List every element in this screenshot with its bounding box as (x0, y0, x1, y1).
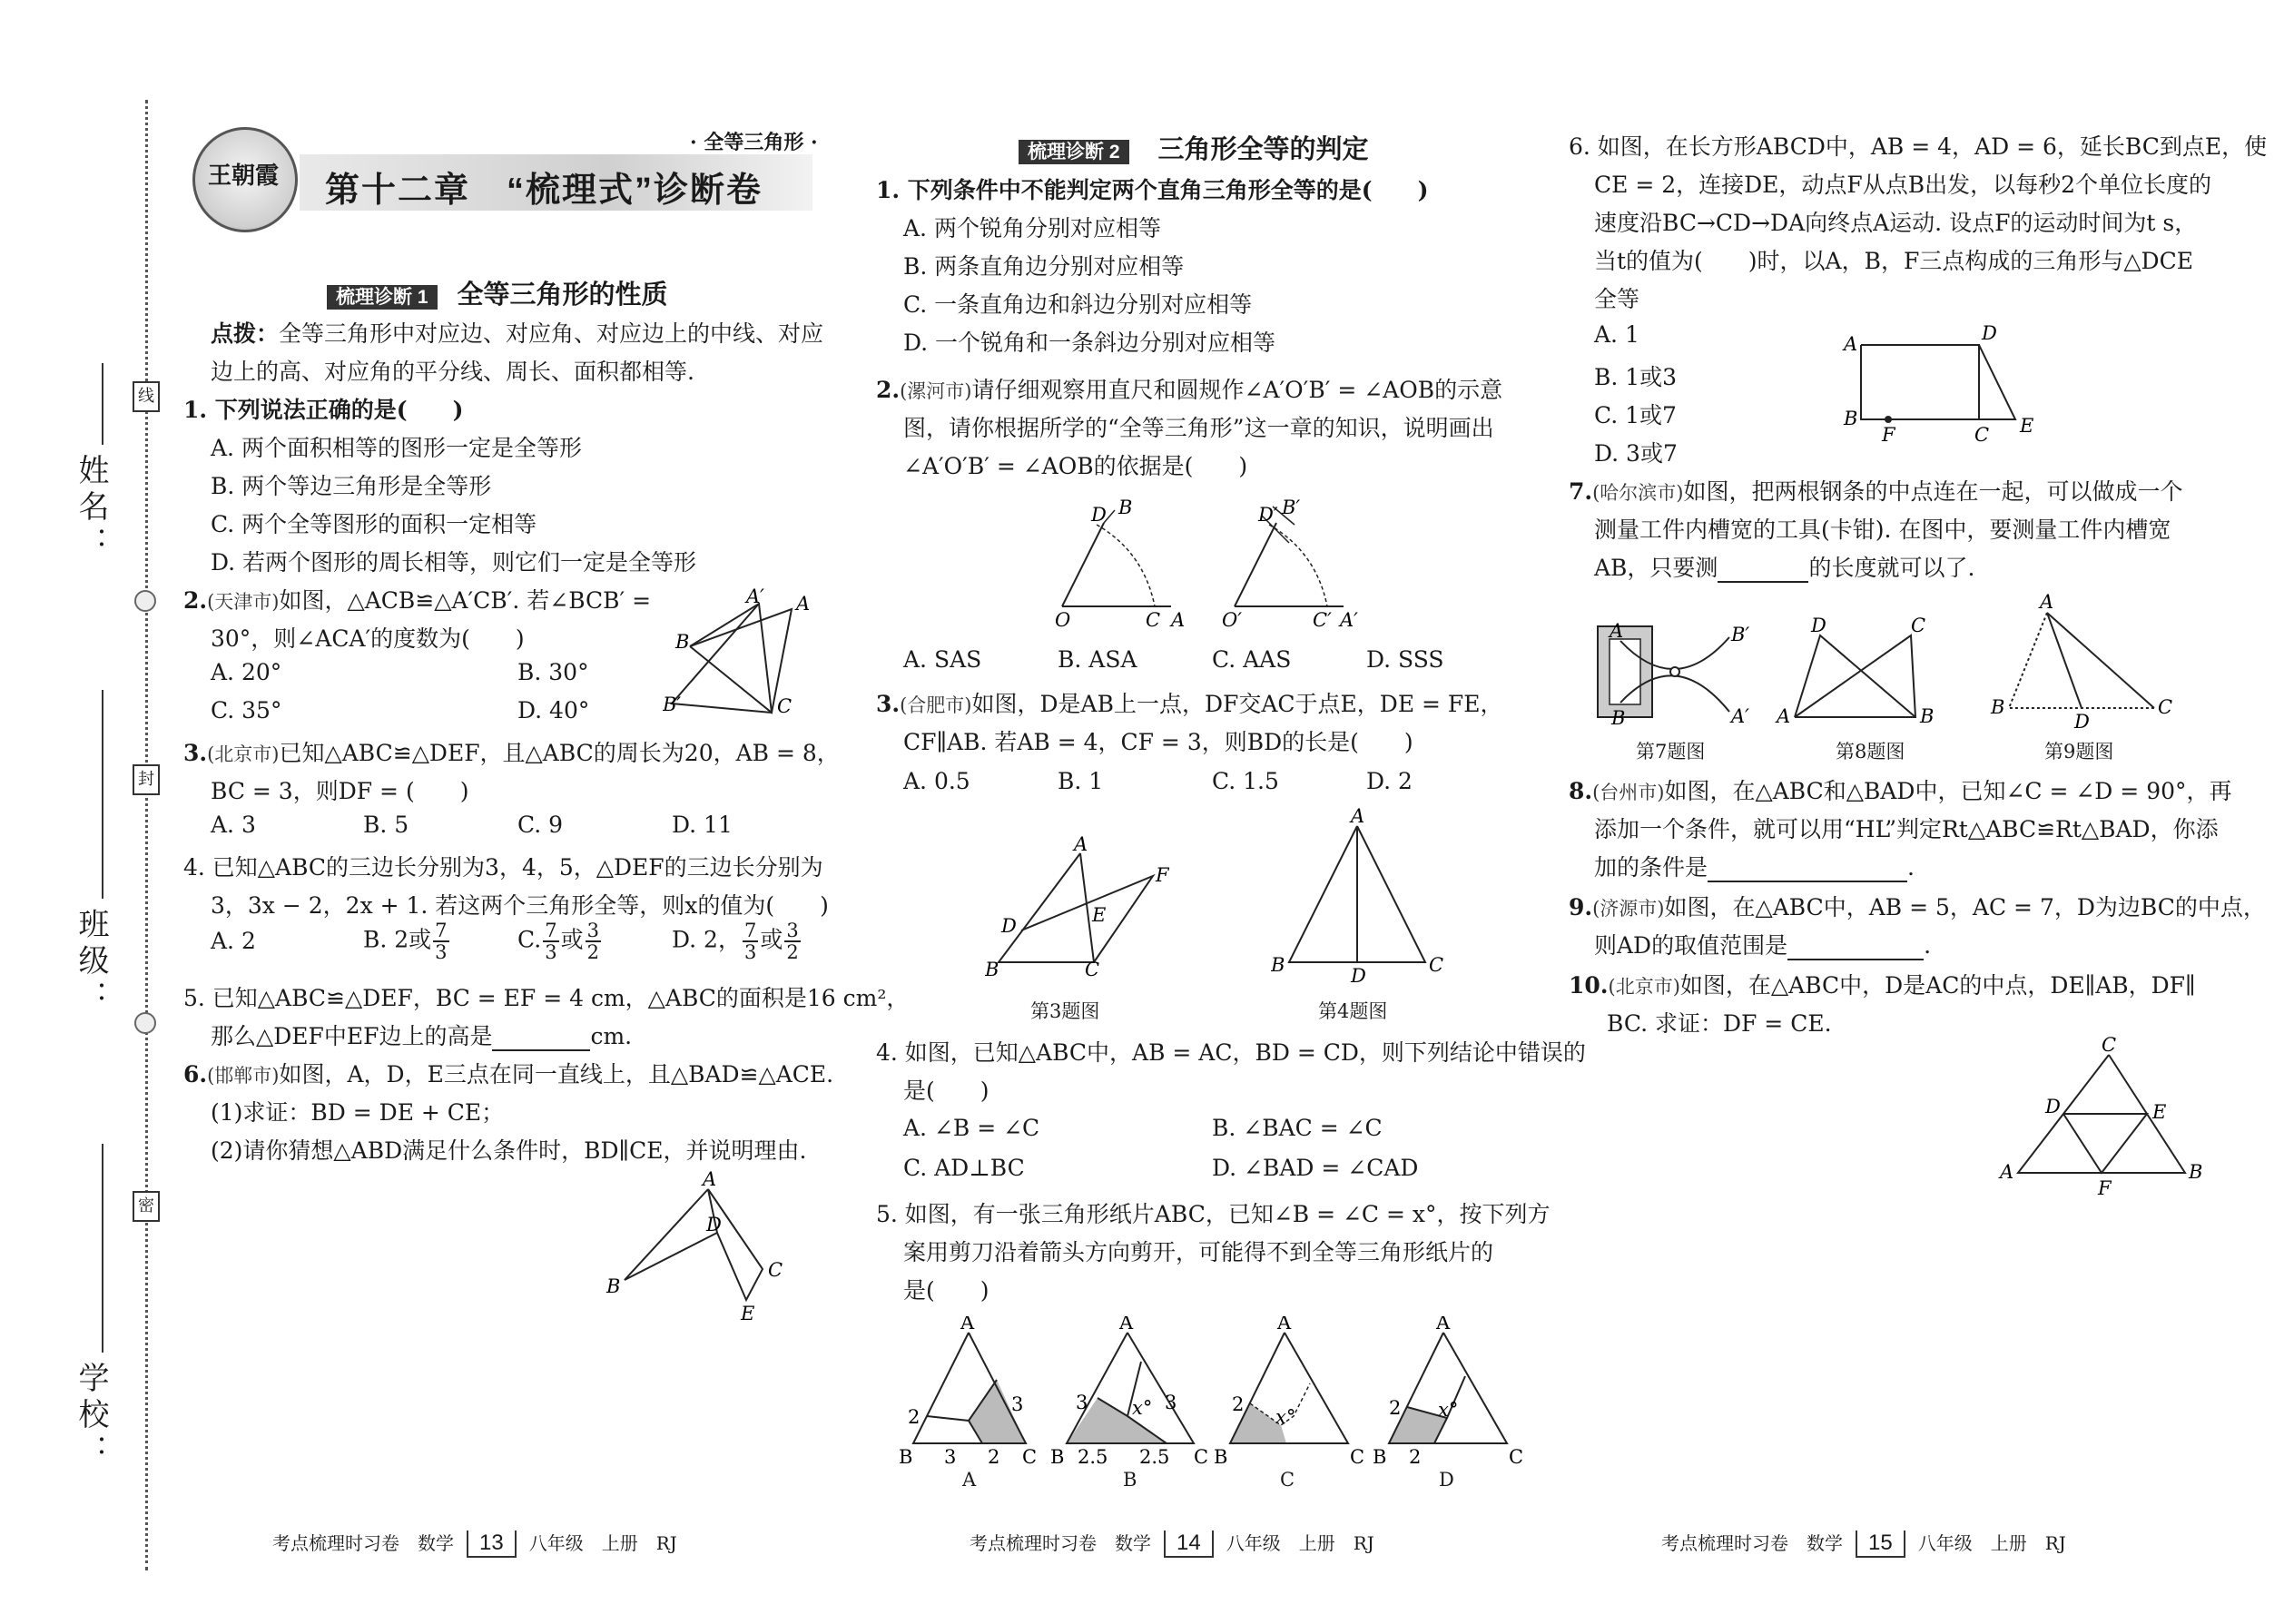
option-d[interactable]: D. 40° (517, 697, 590, 723)
svg-text:2: 2 (1389, 1397, 1402, 1419)
section-title: 三角形全等的判定 (1157, 135, 1369, 164)
page-number: 14 (1164, 1530, 1214, 1558)
svg-text:B: B (1271, 954, 1285, 976)
option-b[interactable]: B. 两条直角边分别对应相等 (903, 253, 1185, 280)
chapter-title: 第十二章 “梳理式”诊断卷 (325, 172, 763, 210)
svg-text:F: F (2098, 1177, 2112, 1199)
option-d[interactable]: D. 若两个图形的周长相等，则它们一定是全等形 (211, 549, 697, 576)
school-field[interactable] (102, 1144, 103, 1353)
svg-text:D: D (1091, 504, 1107, 526)
section-tag: 梳理诊断 1 (327, 285, 438, 310)
option-d[interactable]: D. 3或7 (1594, 440, 1678, 467)
option-a[interactable]: A. 两个面积相等的图形一定是全等形 (211, 435, 582, 461)
fig5-label-d[interactable]: D (1439, 1469, 1454, 1491)
option-a[interactable]: A. 3 (211, 812, 256, 838)
question-stem: 是( ) (903, 1078, 989, 1104)
svg-text:O′: O′ (1222, 609, 1242, 631)
question-stem: 速度沿BC→CD→DA向终点A运动. 设点F的运动时间为t s， (1594, 210, 2198, 236)
svg-text:2.5: 2.5 (1078, 1446, 1108, 1468)
option-a[interactable]: A. 0.5 (903, 768, 970, 794)
svg-text:B: B (899, 1446, 913, 1468)
question-stem: 图，请你根据所学的“全等三角形”这一章的知识，说明画出 (903, 415, 1494, 441)
fig5-label-c[interactable]: C (1280, 1469, 1295, 1491)
svg-text:x°: x° (1438, 1399, 1459, 1421)
answer-blank[interactable] (492, 1023, 590, 1051)
seal-char-xian: 线 (133, 381, 160, 412)
page-footer: 考点梳理时习卷 数学 13 八年级 上册 RJ (272, 1529, 677, 1558)
option-a[interactable]: A. 2 (211, 928, 256, 954)
svg-text:D: D (1351, 965, 1366, 985)
question-stem: 3.(合肥市)如图，D是AB上一点，DF交AC于点E，DE = FE， (876, 691, 1503, 717)
svg-text:A: A (1351, 808, 1365, 827)
answer-blank[interactable] (1718, 555, 1808, 583)
svg-text:C: C (1509, 1446, 1524, 1468)
option-b[interactable]: B. 2或 $\frac{7}{3}$ (363, 920, 448, 963)
svg-text:2: 2 (908, 1406, 921, 1428)
q10-figure (1993, 1035, 2210, 1203)
question-stem: 全等 (1594, 286, 1640, 312)
question-part: (2)请你猜想△ABD满足什么条件时，BD∥CE，并说明理由. (211, 1137, 807, 1164)
svg-text:2: 2 (988, 1446, 1000, 1468)
svg-text:F: F (1882, 424, 1895, 446)
svg-text:x°: x° (1275, 1406, 1296, 1428)
svg-text:E: E (2020, 415, 2034, 437)
question-stem: CF∥AB. 若AB = 4，CF = 3，则BD的长是( ) (903, 729, 1413, 755)
svg-text:O: O (1055, 609, 1071, 631)
question-stem: 5. 如图，有一张三角形纸片ABC，已知∠B = ∠C = x°，按下列方 (876, 1201, 1551, 1227)
question-stem: 案用剪刀沿着箭头方向剪开，可能得不到全等三角形纸片的 (903, 1239, 1494, 1265)
svg-text:3: 3 (944, 1446, 957, 1468)
question-stem: 3，3x − 2，2x + 1. 若这两个三角形全等，则x的值为( ) (211, 892, 829, 919)
svg-text:C: C (2102, 1035, 2117, 1056)
option-c[interactable]: C. AD⊥BC (903, 1155, 1025, 1181)
question-stem: ∠A′O′B′ = ∠AOB的依据是( ) (903, 453, 1248, 479)
option-d[interactable]: D. 2 (1366, 768, 1413, 794)
svg-text:A′: A′ (1340, 609, 1358, 631)
svg-text:A′: A′ (1731, 705, 1749, 727)
page-number: 15 (1856, 1530, 1905, 1558)
figure-caption: 第8题图 (1836, 741, 1905, 763)
svg-text:E: E (1092, 904, 1107, 926)
q4-figure (1271, 808, 1452, 985)
class-field[interactable] (102, 690, 103, 899)
fig5-label-b[interactable]: B (1123, 1469, 1137, 1491)
svg-text:3: 3 (1011, 1393, 1024, 1415)
question-stem: 测量工件内槽宽的工具(卡钳). 在图中，要测量工件内槽宽 (1594, 517, 2171, 543)
binding-dotted-line (145, 100, 148, 1570)
seal-char-feng: 封 (133, 764, 160, 795)
svg-text:A: A (1436, 1316, 1451, 1334)
svg-text:B: B (1611, 707, 1626, 729)
svg-text:C: C (1194, 1446, 1209, 1468)
question-stem: 1. 下列说法正确的是( ) (183, 397, 464, 423)
option-d[interactable]: D. 11 (672, 812, 733, 838)
svg-text:D′: D′ (1258, 504, 1278, 526)
svg-text:A: A (2000, 1161, 2014, 1183)
question-stem: BC. 求证：DF = CE. (1607, 1010, 1832, 1037)
svg-text:D: D (706, 1214, 722, 1235)
svg-text:B: B (675, 631, 690, 653)
section2-heading (1019, 129, 1368, 166)
question-stem: 6.(邯郸市)如图，A，D，E三点在同一直线上，且△BAD≌△ACE. (183, 1061, 834, 1088)
topic-label: · 全等三角形 · (690, 131, 818, 154)
q3-figure (985, 831, 1185, 985)
option-c[interactable]: C. 两个全等图形的面积一定相等 (211, 511, 537, 537)
q2-figure (1044, 497, 1371, 634)
figure-caption: 第4题图 (1318, 1000, 1388, 1022)
svg-text:C: C (1146, 609, 1161, 631)
svg-text:C′: C′ (1313, 609, 1332, 631)
option-b[interactable]: B. 1 (1058, 768, 1104, 794)
question-stem: 4. 如图，已知△ABC中，AB = AC，BD = CD，则下列结论中错误的 (876, 1039, 1586, 1066)
svg-text:C: C (1085, 959, 1100, 980)
option-a[interactable]: A. 20° (211, 659, 282, 685)
svg-text:E: E (2152, 1101, 2167, 1123)
page-footer: 考点梳理时习卷 数学 14 八年级 上册 RJ (970, 1529, 1374, 1558)
svg-text:B: B (985, 959, 999, 980)
option-c[interactable]: C. 35° (211, 697, 282, 723)
option-b[interactable]: B. 1或3 (1594, 364, 1678, 390)
answer-blank[interactable] (1787, 932, 1924, 960)
svg-text:A: A (796, 593, 811, 615)
svg-text:2.5: 2.5 (1139, 1446, 1170, 1468)
name-field[interactable] (102, 363, 103, 445)
option-b[interactable]: B. ∠BAC = ∠C (1212, 1115, 1383, 1141)
option-c[interactable]: C. AAS (1212, 646, 1292, 673)
question-stem: 8.(台州市)如图，在△ABC和△BAD中，已知∠C = ∠D = 90°，再 (1569, 778, 2232, 804)
svg-text:C: C (2158, 696, 2173, 718)
svg-text:D: D (1001, 915, 1017, 937)
svg-text:A: A (1844, 333, 1858, 355)
svg-text:A: A (2040, 591, 2054, 613)
option-c[interactable]: C. 9 (517, 812, 564, 838)
question-stem: 4. 已知△ABC的三边长分别为3，4，5，△DEF的三边长分别为 (183, 854, 823, 881)
option-b[interactable]: B. 5 (363, 812, 409, 838)
svg-text:D: D (1982, 322, 1997, 344)
option-c[interactable]: C. 1或7 (1594, 402, 1677, 428)
svg-text:B: B (606, 1275, 621, 1297)
svg-text:B′: B′ (1731, 624, 1750, 645)
fig5-label-a[interactable]: A (962, 1469, 977, 1491)
page-footer: 考点梳理时习卷 数学 15 八年级 上册 RJ (1661, 1529, 2066, 1558)
answer-blank[interactable] (1708, 854, 1907, 882)
svg-text:A: A (1119, 1316, 1134, 1334)
question-stem: 1. 下列条件中不能判定两个直角三角形全等的是( ) (876, 177, 1429, 203)
question-stem: 9.(济源市)如图，在△ABC中，AB = 5，AC = 7，D为边BC的中点， (1569, 894, 2266, 920)
name-label: 姓名： (73, 454, 109, 563)
option-a[interactable]: A. SAS (903, 646, 982, 673)
svg-text:A: A (960, 1316, 975, 1334)
option-b[interactable]: B. 两个等边三角形是全等形 (211, 473, 492, 499)
tip-line: 点拨：全等三角形中对应边、对应角、对应边上的中线、对应 (211, 320, 824, 347)
svg-text:C: C (1022, 1446, 1038, 1468)
option-a[interactable]: A. ∠B = ∠C (903, 1115, 1040, 1141)
svg-text:B: B (1214, 1446, 1228, 1468)
figure-caption: 第9题图 (2044, 741, 2114, 763)
svg-text:x°: x° (1132, 1397, 1153, 1419)
question-part: (1)求证：BD = DE + CE； (211, 1099, 505, 1126)
svg-text:B: B (2189, 1161, 2203, 1183)
q8-figure (1775, 617, 1979, 735)
figure-caption: 第7题图 (1636, 741, 1706, 763)
question-stem: 那么△DEF中EF边上的高是 cm. (211, 1023, 633, 1049)
question-stem: 10.(北京市)如图，在△ABC中，D是AC的中点，DE∥AB，DF∥ (1569, 972, 2196, 999)
class-label: 班级： (73, 908, 109, 1017)
q6-figure (599, 1171, 826, 1325)
svg-text:2: 2 (1232, 1393, 1245, 1415)
svg-text:A: A (1610, 620, 1624, 642)
svg-text:C: C (1974, 424, 1990, 446)
question-stem: 7.(哈尔滨市)如图，把两根钢条的中点连在一起，可以做成一个 (1569, 478, 2183, 505)
svg-text:A: A (1074, 833, 1088, 855)
svg-text:B′: B′ (1282, 497, 1301, 518)
svg-text:A′: A′ (746, 586, 764, 607)
svg-text:3: 3 (1165, 1392, 1177, 1413)
school-label: 学校： (73, 1362, 109, 1471)
svg-text:A: A (703, 1171, 717, 1190)
option-d[interactable]: D. 一个锐角和一条斜边分别对应相等 (903, 330, 1276, 356)
svg-text:C: C (1911, 617, 1926, 636)
svg-text:2: 2 (1409, 1446, 1422, 1468)
seal-char-mi: 密 (133, 1191, 160, 1222)
svg-text:B: B (1844, 408, 1858, 429)
question-stem: 3.(北京市)已知△ABC≌△DEF，且△ABC的周长为20，AB = 8， (183, 740, 840, 766)
question-stem: 2.(天津市)如图，△ACB≌△A′CB′. 若∠BCB′ = (183, 587, 652, 614)
q7-figure (1593, 617, 1775, 735)
binding-hole-icon (134, 1012, 156, 1034)
q6-figure (1838, 318, 2061, 454)
question-stem: 6. 如图，在长方形ABCD中，AB = 4，AD = 6，延长BC到点E，使 (1569, 133, 2268, 160)
option-c[interactable]: C. 一条直角边和斜边分别对应相等 (903, 291, 1253, 318)
q5-figures (899, 1316, 1525, 1471)
svg-text:B: B (1373, 1446, 1387, 1468)
page-number: 13 (467, 1530, 517, 1558)
question-stem: 2.(漯河市)请仔细观察用直尺和圆规作∠A′O′B′ = ∠AOB的示意 (876, 377, 1503, 403)
tip-line: 边上的高、对应角的平分线、周长、面积都相等. (211, 359, 694, 385)
section1-heading (327, 274, 667, 311)
brand-logo-text: 王朝霞 (207, 162, 279, 190)
binding-hole-icon (134, 590, 156, 612)
question-stem: 加的条件是 . (1594, 854, 1915, 881)
svg-text:B′: B′ (663, 694, 682, 715)
option-d[interactable]: D. 2， $\frac{7}{3}$ 或 $\frac{3}{2}$ (672, 920, 799, 963)
svg-text:D: D (2074, 711, 2090, 733)
figure-caption: 第3题图 (1030, 1000, 1100, 1022)
svg-text:A: A (1171, 609, 1186, 631)
option-d[interactable]: D. SSS (1366, 646, 1444, 673)
option-d[interactable]: D. ∠BAD = ∠CAD (1212, 1155, 1419, 1181)
svg-text:B: B (1118, 497, 1133, 518)
svg-text:D: D (1811, 617, 1826, 636)
svg-text:B: B (1991, 696, 2005, 718)
question-stem: 是( ) (903, 1277, 989, 1304)
svg-text:A: A (1777, 705, 1791, 727)
svg-text:C: C (1350, 1446, 1365, 1468)
question-stem: 5. 已知△ABC≌△DEF，BC = EF = 4 cm，△ABC的面积是16 cm²， (183, 985, 910, 1011)
section-title: 全等三角形的性质 (457, 281, 668, 310)
svg-text:B: B (1920, 705, 1935, 727)
option-c[interactable]: C. $\frac{7}{3}$ 或 $\frac{3}{2}$ (517, 920, 599, 963)
q2-figure (663, 586, 826, 722)
option-a[interactable]: A. 两个锐角分别对应相等 (903, 215, 1161, 241)
svg-text:C: C (768, 1259, 783, 1281)
q9-figure (1984, 590, 2188, 735)
svg-text:C: C (777, 695, 793, 717)
svg-text:F: F (1156, 864, 1169, 886)
svg-text:3: 3 (1076, 1392, 1088, 1413)
question-stem: 当t的值为( )时，以A，B，F三点构成的三角形与△DCE (1594, 248, 2193, 274)
question-stem: 添加一个条件，就可以用“HL”判定Rt△ABC≌Rt△BAD，你添 (1594, 816, 2219, 842)
svg-text:E: E (741, 1303, 755, 1324)
section-tag: 梳理诊断 2 (1019, 140, 1129, 164)
question-stem: BC = 3，则DF = ( ) (211, 778, 469, 804)
svg-text:A: A (1277, 1316, 1292, 1334)
question-stem: AB，只要测 的长度就可以了. (1594, 555, 1975, 581)
question-stem: CE = 2，连接DE，动点F从点B出发，以每秒2个单位长度的 (1594, 172, 2212, 198)
option-b[interactable]: B. 30° (517, 659, 589, 685)
option-b[interactable]: B. ASA (1058, 646, 1137, 673)
question-stem: 则AD的取值范围是 . (1594, 932, 1932, 959)
svg-text:D: D (2045, 1096, 2061, 1117)
svg-text:C: C (1429, 954, 1444, 976)
svg-text:B: B (1050, 1446, 1065, 1468)
option-c[interactable]: C. 1.5 (1212, 768, 1279, 794)
option-a[interactable]: A. 1 (1594, 321, 1639, 348)
question-stem: 30°，则∠ACA′的度数为( ) (211, 625, 525, 652)
